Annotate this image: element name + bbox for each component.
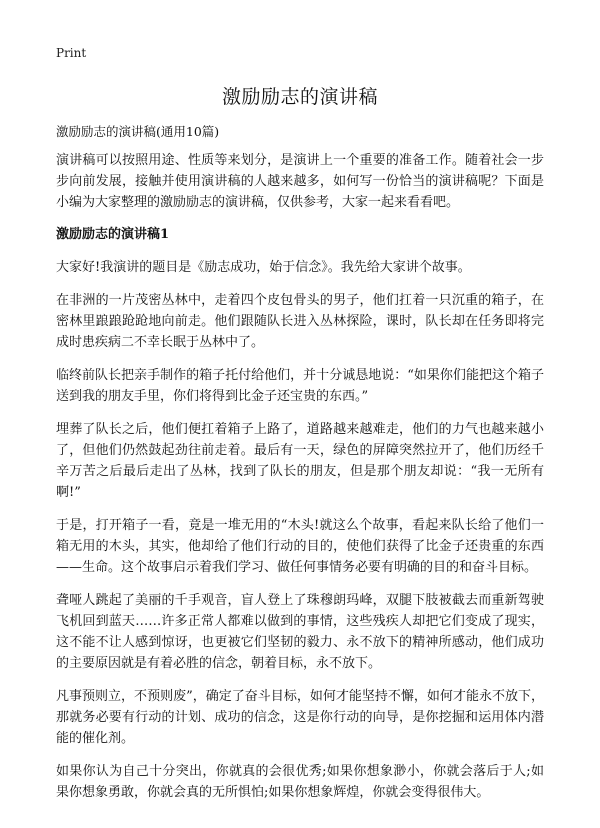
paragraph: 大家好!我演讲的题目是《励志成功，始于信念》。我先给大家讲个故事。 (56, 260, 471, 275)
paragraph: 聋哑人跳起了美丽的千手观音，盲人登上了珠穆朗玛峰，双腿下肢被截去而重新驾驶飞机回到蓝天……许多正常人都难以做到的事情，这些残疾人却把它们变成了现实，这不能不让人感到惊讶，也更被它们坚韧的毅力、永不放下的精神所感动，他们成功的主要原因就是有着必胜的信念，朝着目标，永不放下。 (56, 593, 544, 671)
paragraph: 凡事预则立，不预则废”，确定了奋斗目标，如何才能坚持不懈，如何才能永不放下，那就务必要有行动的计划、成功的信念，这是你行动的向导，是你挖掘和运用体内潜能的催化剂。 (56, 689, 544, 746)
paragraph: 在非洲的一片茂密丛林中，走着四个皮包骨头的男子，他们扛着一只沉重的箱子，在密林里踉踉跄跄地向前走。他们跟随队长进入丛林探险，课时，队长却在任务即将完成时患疾病二不幸长眠于丛林中了。 (56, 293, 544, 350)
page-title: 激励励志的演讲稿 (221, 86, 378, 108)
intro-paragraph: 演讲稿可以按照用途、性质等来划分，是演讲上一个重要的准备工作。随着社会一步步向前发展，接触并使用演讲稿的人越来越多，如何写一份恰当的演讲稿呢？下面是小编为大家整理的激励励志的演讲稿，仅供参考，大家一起来看看吧。 (56, 153, 544, 210)
document-subtitle: 激励励志的演讲稿(通用10篇) (56, 124, 220, 139)
paragraph: 埋葬了队长之后，他们便扛着箱子上路了，道路越来越难走，他们的力气也越来越小了，但他们仍然鼓起劲往前走着。最后有一天，绿色的屏障突然拉开了，他们历经千辛万苦之后最后走出了丛林，找到了队长的朋友，但是那个朋友却说：“我一无所有啊!” (56, 422, 544, 500)
article-body (56, 150, 544, 815)
section-heading: 激励励志的演讲稿1 (56, 227, 170, 242)
paragraph: 于是，打开箱子一看，竟是一堆无用的“木头!就这么个故事，看起来队长给了他们一箱无用的木头，其实，他却给了他们行动的目的，使他们获得了比金子还贵重的东西——生命。这个故事启示着我们学习、做任何事情务必要有明确的目的和奋斗目标。 (56, 518, 544, 575)
paragraph: 临终前队长把亲手制作的箱子托付给他们，并十分诚恳地说：“如果你们能把这个箱子送到我的朋友手里，你们将得到比金子还宝贵的东西。” (56, 368, 544, 404)
paragraph: 如果你认为自己十分突出，你就真的会很优秀;如果你想象渺小，你就会落后于人;如果你想象勇敢，你就会真的无所惧怕;如果你想象辉煌，你就会变得很伟大。 (56, 764, 544, 800)
print-link[interactable]: Print (56, 46, 87, 60)
